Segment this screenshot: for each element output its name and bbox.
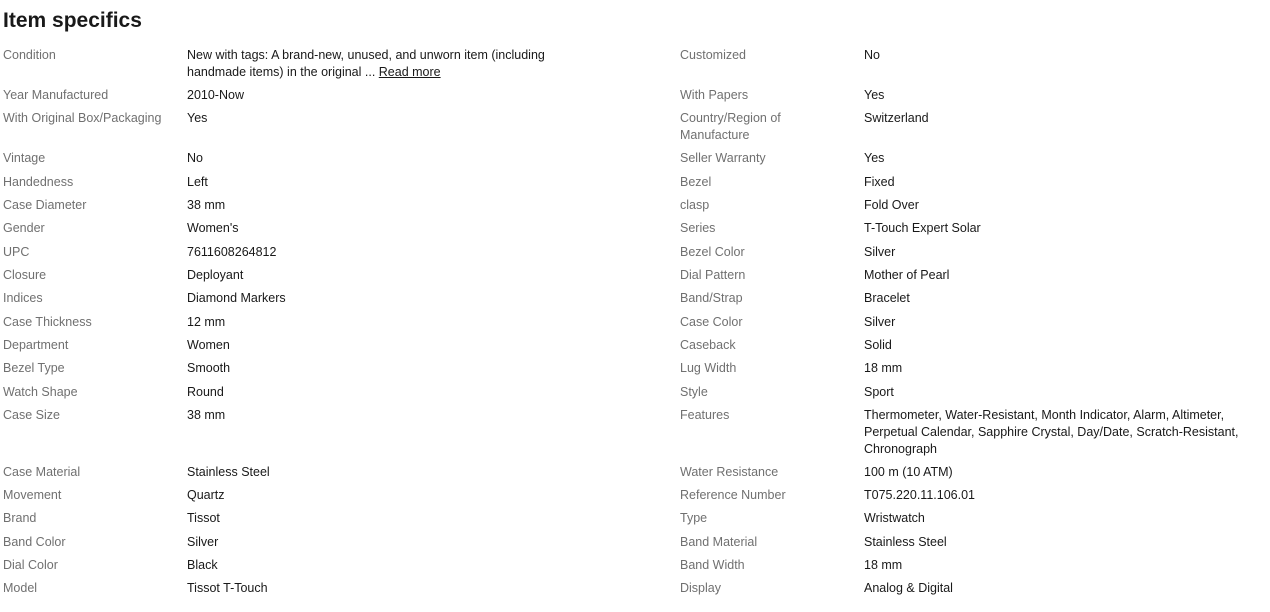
spec-row — [3, 557, 603, 574]
spec-value: Thermometer, Water-Resistant, Month Indicator, Alarm, Altimeter, Perpetual Calendar, Sapphire Crystal, Day/Date, Scratch-Resistant, Chronograph — [864, 408, 1239, 456]
spec-value: Solid — [864, 338, 892, 352]
spec-row — [3, 464, 603, 481]
spec-row — [680, 384, 1270, 401]
spec-row — [680, 510, 1270, 527]
spec-label: Year Manufactured — [3, 88, 109, 102]
spec-row — [680, 197, 1270, 214]
spec-label: Band Material — [680, 535, 758, 549]
spec-label: Case Diameter — [3, 198, 87, 212]
spec-value: Black — [187, 558, 218, 572]
spec-row — [3, 220, 603, 237]
spec-row — [680, 220, 1270, 237]
spec-label: Brand — [3, 511, 37, 525]
spec-row — [3, 47, 603, 81]
spec-row — [680, 534, 1270, 551]
spec-value: Silver — [864, 245, 896, 259]
spec-row — [3, 487, 603, 504]
spec-row — [680, 337, 1270, 354]
spec-label: Customized — [680, 48, 746, 62]
spec-label: Lug Width — [680, 361, 737, 375]
spec-value: Tissot — [187, 511, 220, 525]
spec-row — [680, 110, 1270, 144]
spec-label: Seller Warranty — [680, 151, 766, 165]
spec-label: Case Thickness — [3, 315, 92, 329]
spec-value: Fixed — [864, 175, 895, 189]
spec-label: Model — [3, 581, 38, 595]
spec-label: Bezel — [680, 175, 712, 189]
spec-row — [3, 110, 603, 127]
spec-row — [3, 267, 603, 284]
spec-value: 2010-Now — [187, 88, 244, 102]
spec-label: Movement — [3, 488, 62, 502]
spec-value: 38 mm — [187, 198, 226, 212]
spec-label: Series — [680, 221, 716, 235]
spec-value: Women's — [187, 221, 239, 235]
spec-row — [680, 267, 1270, 284]
read-more-link[interactable]: Read more — [378, 65, 441, 79]
spec-row — [680, 314, 1270, 331]
spec-value: 18 mm — [864, 361, 903, 375]
spec-value: Yes — [187, 111, 208, 125]
spec-value: 12 mm — [187, 315, 226, 329]
spec-value: Diamond Markers — [187, 291, 286, 305]
spec-value: 38 mm — [187, 408, 226, 422]
spec-value: 7611608264812 — [187, 245, 277, 259]
spec-value: Round — [187, 385, 224, 399]
spec-label: Closure — [3, 268, 47, 282]
spec-label: Type — [680, 511, 708, 525]
spec-label: With Original Box/Packaging — [3, 111, 162, 125]
spec-label: Bezel Type — [3, 361, 65, 375]
spec-row — [3, 150, 603, 167]
spec-value: Bracelet — [864, 291, 910, 305]
spec-row — [680, 557, 1270, 574]
spec-value — [187, 47, 567, 81]
spec-value: T075.220.11.106.01 — [864, 488, 975, 502]
spec-row — [680, 407, 1270, 458]
spec-row — [3, 314, 603, 331]
spec-value: Women — [187, 338, 230, 352]
spec-value: Left — [187, 175, 208, 189]
spec-value: Silver — [864, 315, 896, 329]
spec-row — [680, 87, 1270, 104]
spec-value: Analog & Digital — [864, 581, 953, 595]
spec-value: Yes — [864, 88, 885, 102]
spec-label: Case Size — [3, 408, 60, 422]
spec-value: No — [187, 151, 203, 165]
spec-value: Stainless Steel — [864, 535, 947, 549]
spec-row — [680, 464, 1270, 481]
spec-label: clasp — [680, 198, 710, 212]
spec-value: Yes — [864, 151, 885, 165]
spec-row — [3, 534, 603, 551]
spec-label: UPC — [3, 245, 30, 259]
spec-label: Dial Color — [3, 558, 58, 572]
specifics-left-column — [3, 47, 603, 597]
spec-row — [3, 87, 603, 104]
spec-row — [680, 487, 1270, 504]
spec-label: Case Color — [680, 315, 743, 329]
spec-row — [3, 384, 603, 401]
spec-label: Caseback — [680, 338, 736, 352]
spec-label: Condition — [3, 48, 56, 62]
spec-value: 18 mm — [864, 558, 903, 572]
spec-row — [680, 150, 1270, 167]
spec-value: Mother of Pearl — [864, 268, 950, 282]
spec-label: Bezel Color — [680, 245, 745, 259]
spec-value: Stainless Steel — [187, 465, 270, 479]
spec-label: Gender — [3, 221, 45, 235]
spec-row — [680, 580, 1270, 597]
spec-row — [3, 360, 603, 377]
spec-row — [3, 290, 603, 307]
section-title: Item specifics — [3, 9, 142, 32]
spec-label: Watch Shape — [3, 385, 78, 399]
spec-label: Handedness — [3, 175, 74, 189]
spec-value: 100 m (10 ATM) — [864, 465, 953, 479]
spec-row — [3, 337, 603, 354]
spec-row — [3, 197, 603, 214]
spec-label: Case Material — [3, 465, 81, 479]
condition-text: New with tags: A brand-new, unused, and unworn item (including handmade items) in the original ... — [187, 48, 545, 79]
spec-row — [680, 290, 1270, 307]
spec-label: Features — [680, 408, 730, 422]
spec-value: Silver — [187, 535, 219, 549]
spec-label: Water Resistance — [680, 465, 779, 479]
spec-value: T-Touch Expert Solar — [864, 221, 981, 235]
spec-label: Band Color — [3, 535, 66, 549]
spec-label: Display — [680, 581, 721, 595]
spec-row — [680, 47, 1270, 64]
spec-label: Band/Strap — [680, 291, 743, 305]
spec-label: Department — [3, 338, 69, 352]
spec-label: Dial Pattern — [680, 268, 746, 282]
spec-value: Smooth — [187, 361, 231, 375]
spec-value: Deployant — [187, 268, 244, 282]
spec-label: Band Width — [680, 558, 745, 572]
spec-value: Tissot T-Touch — [187, 581, 268, 595]
spec-value: No — [864, 48, 880, 62]
spec-value: Wristwatch — [864, 511, 925, 525]
spec-label: With Papers — [680, 88, 749, 102]
spec-label: Indices — [3, 291, 43, 305]
spec-row — [3, 407, 603, 424]
spec-label: Style — [680, 385, 708, 399]
spec-value: Sport — [864, 385, 894, 399]
spec-row — [680, 244, 1270, 261]
spec-value: Fold Over — [864, 198, 919, 212]
spec-label: Country/Region of Manufacture — [680, 111, 781, 142]
spec-label: Reference Number — [680, 488, 786, 502]
spec-value: Quartz — [187, 488, 225, 502]
spec-row — [3, 174, 603, 191]
spec-row — [680, 174, 1270, 191]
spec-row — [3, 510, 603, 527]
spec-value: Switzerland — [864, 111, 929, 125]
specifics-right-column — [680, 47, 1270, 597]
spec-row — [3, 244, 603, 261]
spec-label: Vintage — [3, 151, 46, 165]
spec-row — [3, 580, 603, 597]
spec-row — [680, 360, 1270, 377]
